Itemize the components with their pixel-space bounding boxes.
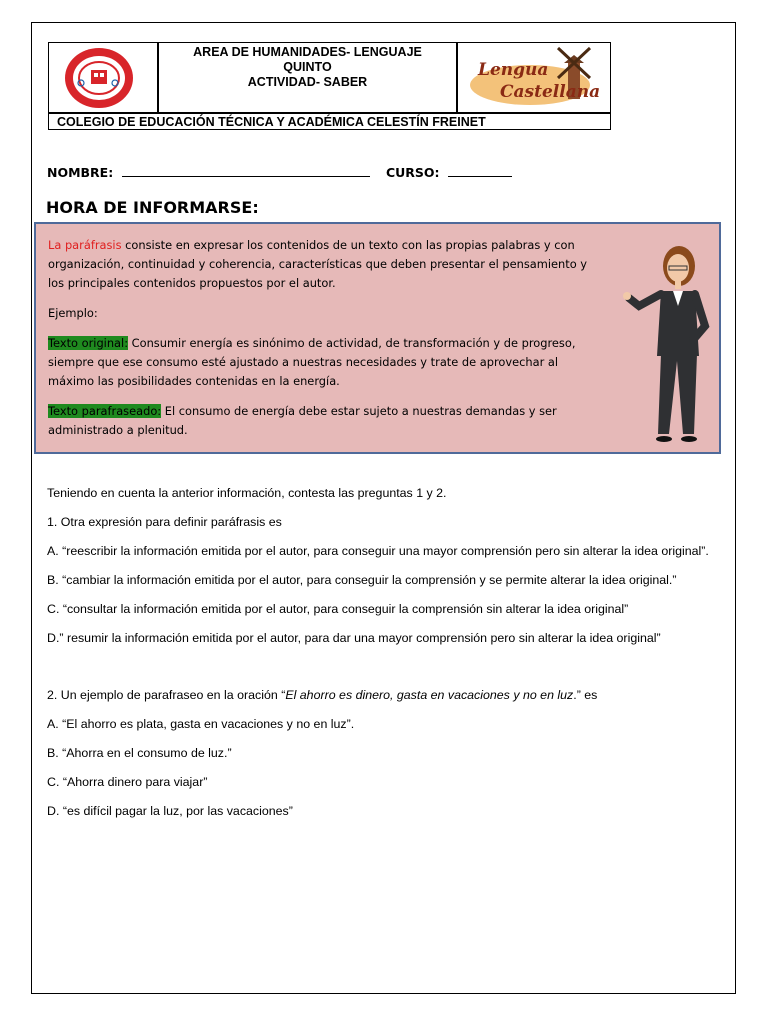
section-heading: HORA DE INFORMARSE: bbox=[46, 198, 259, 217]
original-text: Consumir energía es sinónimo de actividad, de transformación y de progreso, siempre que ese consumo esté ajustado a nuestras necesidades y trate de aprovechar al máximo las posibilidades contenidas en la energía. bbox=[48, 336, 576, 388]
header-table bbox=[48, 42, 611, 130]
q2-prompt-end: .” es bbox=[573, 688, 598, 702]
q2-prompt bbox=[47, 686, 727, 704]
q1-option-a[interactable]: A. “reescribir la información emitida por el autor, para conseguir una mayor comprensión pero sin alterar la idea original”. bbox=[47, 544, 709, 558]
brand-line1: Lengua bbox=[478, 60, 549, 80]
paraphrased-text: El consumo de energía debe estar sujeto a nuestras demandas y ser administrado a plenitud. bbox=[48, 404, 557, 437]
original-label: Texto original: bbox=[48, 336, 129, 350]
course-field[interactable] bbox=[448, 164, 512, 177]
q2-option-b[interactable]: B. “Ahorra en el consumo de luz.” bbox=[47, 746, 232, 760]
q2-quote: El ahorro es dinero, gasta en vacaciones y no en luz bbox=[285, 688, 574, 702]
brand-line2: Castellana bbox=[500, 82, 601, 102]
student-info-row bbox=[47, 164, 512, 180]
q2-prompt-start: 2. Un ejemplo de parafraseo en la oración “ bbox=[47, 688, 286, 702]
q1-option-c[interactable]: C. “consultar la información emitida por el autor, para conseguir la comprensión sin alterar la idea original” bbox=[47, 602, 629, 616]
instructions: Teniendo en cuenta la anterior información, contesta las preguntas 1 y 2. bbox=[47, 486, 447, 500]
paraphrased-paragraph bbox=[48, 402, 588, 440]
q1-prompt: 1. Otra expresión para definir paráfrasis es bbox=[47, 515, 282, 529]
school-name: COLEGIO DE EDUCACIÓN TÉCNICA Y ACADÉMICA CELESTÍN FREINET bbox=[48, 113, 611, 130]
course-label: CURSO: bbox=[385, 165, 440, 180]
q2-option-a[interactable]: A. “El ahorro es plata, gasta en vacaciones y no en luz”. bbox=[47, 717, 355, 731]
school-seal-cell bbox=[48, 42, 158, 113]
original-paragraph bbox=[48, 334, 588, 391]
info-text bbox=[48, 236, 588, 451]
example-label: Ejemplo: bbox=[48, 306, 98, 320]
q1-option-b[interactable]: B. “cambiar la información emitida por el autor, para conseguir la comprensión y se permite alterar la idea original.” bbox=[47, 573, 677, 587]
name-label: NOMBRE: bbox=[47, 165, 114, 180]
grade-title: QUINTO bbox=[283, 60, 332, 74]
definition-text: consiste en expresar los contenidos de un texto con las propias palabras y con organización, continuidad y coherencia, características que deben presentar el pensamiento y los principales contenidos propuestos por el autor. bbox=[48, 238, 588, 290]
school-seal-icon bbox=[49, 43, 159, 114]
definition-paragraph bbox=[48, 236, 588, 293]
q1-option-d[interactable]: D.” resumir la información emitida por el autor, para dar una mayor comprensión pero sin alterar la idea original” bbox=[47, 631, 661, 645]
header-title-cell bbox=[158, 42, 457, 113]
lengua-castellana-logo bbox=[458, 43, 612, 114]
brand-logo-cell bbox=[457, 42, 611, 113]
teacher-illustration bbox=[621, 236, 716, 451]
q2-option-d[interactable]: D. “es difícil pagar la luz, por las vacaciones” bbox=[47, 804, 293, 818]
q2-option-c[interactable]: C. “Ahorra dinero para viajar” bbox=[47, 775, 208, 789]
name-field[interactable] bbox=[122, 164, 370, 177]
activity-title: ACTIVIDAD- SABER bbox=[247, 75, 368, 89]
term-highlight: La paráfrasis bbox=[48, 238, 122, 252]
questions-section bbox=[47, 484, 727, 831]
paraphrased-label: Texto parafraseado: bbox=[48, 404, 162, 418]
info-box bbox=[34, 222, 721, 454]
area-title: AREA DE HUMANIDADES- LENGUAJE bbox=[193, 45, 422, 59]
